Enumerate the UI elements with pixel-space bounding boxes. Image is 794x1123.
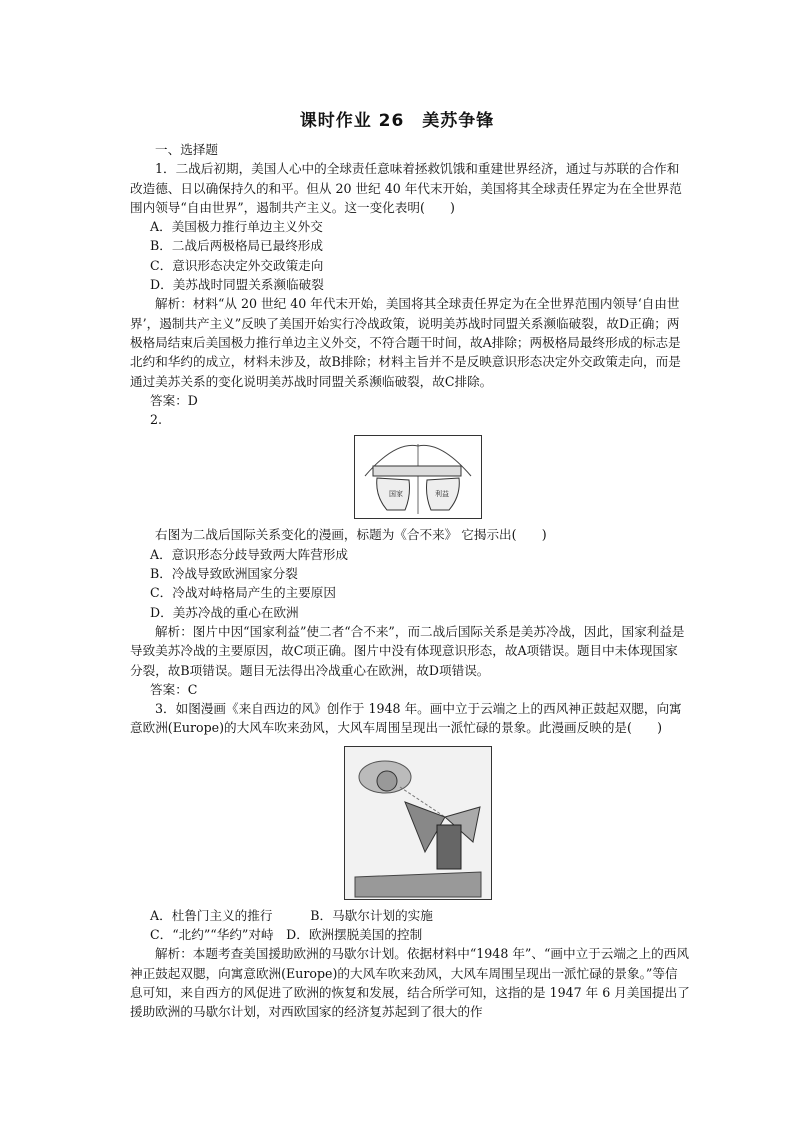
windmill-tower [437,825,461,869]
q2-option-a: A．意识形态分歧导致两大阵营形成 [150,546,349,562]
label-liyi: 利益 [435,490,449,499]
page-title: 课时作业 26 美苏争锋 [299,111,495,131]
cartoon-image-hands [354,435,482,519]
q2-stem: 右图为二战后国际关系变化的漫画，标题为《合不来》 它揭示出( ) [155,527,547,543]
q1-stem: 1．二战后初期，美国人心中的全球责任意味着拯救饥饿和重建世界经济，通过与苏联的合作和改造德、日以确保持久的和平。但从 20 世纪 40 年代末开始，美国将其全球责任界定为在全世界范围内领导“自由世界”，遏制共产主义。这一变化表明( ) [130,161,682,215]
q3-options-row-1: A．杜鲁门主义的推行 B．马歇尔计划的实施 [150,907,433,923]
q1-option-c: C．意识形态决定外交政策走向 [150,257,324,273]
q3-stem: 3．如图漫画《来自西边的风》创作于 1948 年。画中立于云端之上的西风神正鼓起双腮，向寓意欧洲(Europe)的大风车吹来劲风，大风车周围呈现出一派忙碌的景象。此漫画反映的是( ) [130,701,682,736]
q2-analysis: 解析：图片中因“国家利益”使二者“合不来”，而二战后国际关系是美苏冷战，因此，国家利益是导致美苏冷战的主要原因，故C项正确。图片中没有体现意识形态，故A项错误。题目中未体现国家分裂，故B项错误。题目无法得出冷战重心在欧洲，故D项错误。 [130,623,685,678]
q2-option-c: C．冷战对峙格局产生的主要原因 [150,585,336,601]
q2-answer: 答案：C [150,681,198,697]
wind-god-face [377,771,397,791]
q2-number: 2. [150,412,163,428]
q1-option-d: D．美苏战时同盟关系濒临破裂 [150,277,324,293]
q2-option-b: B．冷战导致欧洲国家分裂 [150,566,298,582]
label-guojia: 国家 [389,490,403,499]
cartoon-image-windmill [344,746,492,900]
ground-shape [355,872,481,897]
q1-option-b: B．二战后两极格局已最终形成 [150,238,323,254]
content-body [130,140,690,1022]
q1-analysis: 解析：材料“从 20 世纪 40 年代末开始，美国将其全球责任界定为在全世界范围内领导‘自由世界’，遏制共产主义”反映了美国开始实行冷战政策，说明美苏战时同盟关系濒临破裂，故D正确；两极格局结束后美国极力推行单边主义外交，不符合题干时间，故A排除；两极格局最终形成的标志是北约和华约的成立，材料未涉及，故B排除；材料主旨并不是反映意识形态决定外交政策走向，而是通过美苏关系的变化说明美苏战时同盟关系濒临破裂，故C排除。 [130,296,681,389]
q3-options-row-2: C．“北约”“华约”对峙 D．欧洲摆脱美国的控制 [150,927,423,943]
section-heading: 一、选择题 [155,142,218,157]
bar-shape [373,466,461,476]
q3-analysis: 解析：本题考查美国援助欧洲的马歇尔计划。依据材料中“1948 年”、“画中立于云端之上的西风神正鼓起双腮，向寓意欧洲(Europe)的大风车吹来劲风，大风车周围呈现出一派忙碌的景象。”等信息可知，来自西方的风促进了欧洲的恢复和发展，结合所学可知，这指的是 1947 年 6 月美国提出了援助欧洲的马歇尔计划，对西欧国家的经济复苏起到了很大的作 [130,946,690,1020]
q2-option-d: D．美苏冷战的重心在欧洲 [150,604,299,620]
q1-answer: 答案：D [150,392,198,408]
q1-option-a: A．美国极力推行单边主义外交 [150,219,323,235]
